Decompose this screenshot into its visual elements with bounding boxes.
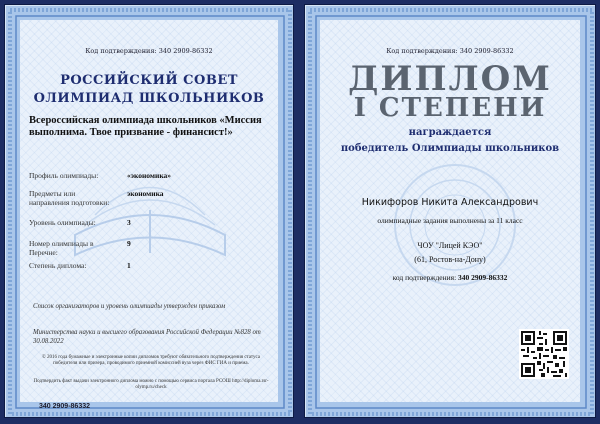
field-value-number: 9 (127, 239, 131, 248)
diploma-right-page (304, 4, 596, 418)
field-label-profile: Профиль олимпиады: (29, 171, 99, 180)
awarded-label: награждается (408, 127, 492, 138)
field-value-profile: «экономика» (127, 171, 172, 180)
school-name: ЧОУ "Лицей КЭО" (417, 241, 483, 250)
olympiad-name: Всероссийская олимпиада школьников «Миссия выполнима. Твое призвание - финансист!» (29, 115, 262, 138)
fine-print-1: © 2016 года бумажные и электронные копии дипломов требуют обязательного подтверждения статуса победителя или призера, проводимого приемной комиссией вуза через ФИС ГИА и приема. (41, 355, 261, 367)
org-title-line2: ОЛИМПИАД ШКОЛЬНИКОВ (33, 91, 265, 106)
diploma-title: ДИПЛОМ (348, 59, 552, 99)
field-value-level: 3 (127, 218, 131, 227)
student-name: Никифоров Никита Александрович (361, 197, 539, 208)
confirmation-code-header: Код подтверждения: 340 2909-86332 (386, 47, 514, 55)
field-label-subjects: Предметы или направления подготовки: (29, 189, 110, 207)
field-label-degree: Степень диплома: (29, 261, 87, 270)
fine-print-2: Подтвердить факт выдачи электронного диплома можно с помощью сервиса портала РСОШ http://diploma.rsr-olymp.ru/check (33, 379, 269, 391)
confirmation-code-header: Код подтверждения: 340 2909-86332 (85, 47, 213, 55)
awarded-status: победитель Олимпиады школьников (340, 143, 560, 154)
confirmation-code-label: код подтверждения: (392, 273, 457, 282)
diploma-degree: I СТЕПЕНИ (353, 93, 547, 123)
approval-note-2: Министерства науки и высшего образования Российской Федерации №828 от 30.08.2022 (33, 329, 261, 345)
field-label-number: Номер олимпиады в Перечне: (29, 239, 94, 257)
field-label-level: Уровень олимпиады: (29, 218, 96, 227)
school-region: (61, Ростов-на-Дону) (414, 255, 486, 264)
confirmation-code-value: 340 2909-86332 (458, 273, 508, 282)
qr-code-icon[interactable] (519, 329, 569, 379)
confirmation-code (305, 273, 595, 282)
grade-info: олимпиадные задания выполнены за 11 класс (377, 216, 523, 225)
diploma-left-page (4, 4, 294, 418)
approval-note-1: Список организаторов и уровень олимпиады утвержден приказом (33, 303, 226, 310)
field-value-subjects: экономика (127, 189, 164, 198)
bottom-confirmation-code: 340 2909-86332 (39, 403, 90, 410)
field-value-degree: 1 (127, 261, 131, 270)
org-title-line1: РОССИЙСКИЙ СОВЕТ (60, 73, 238, 88)
